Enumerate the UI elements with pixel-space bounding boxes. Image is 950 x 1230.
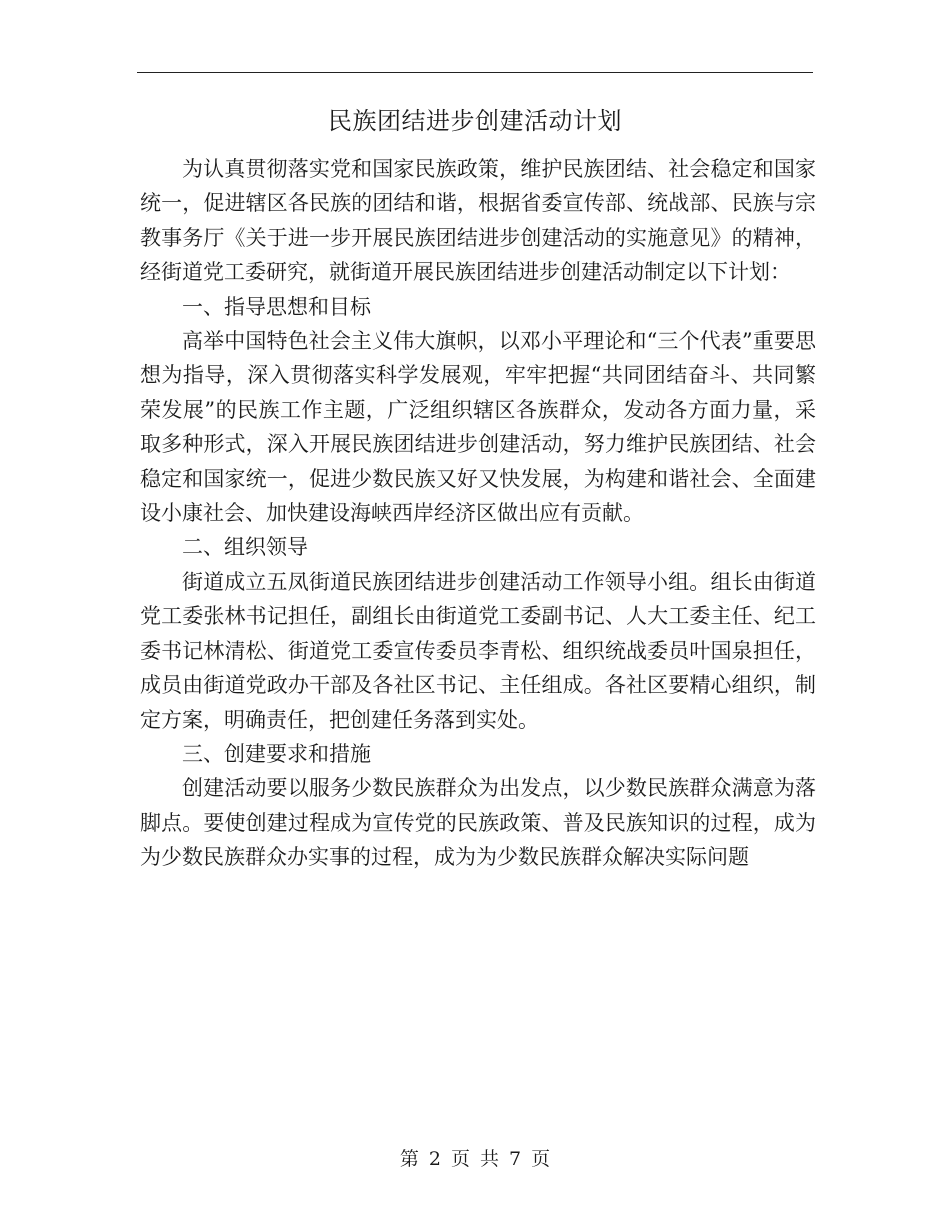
section-2-paragraph: 街道成立五凤街道民族团结进步创建活动工作领导小组。组长由街道党工委张林书记担任，副组长由街道党工委副书记、人大工委主任、纪工委书记林清松、街道党工委宣传委员李青松、组织统战委员叶国泉担任，成员由街道党政办干部及各社区书记、主任组成。各社区要精心组织，制定方案，明确责任，把创建任务落到实处。: [140, 569, 816, 732]
intro-paragraph: 为认真贯彻落实党和国家民族政策，维护民族团结、社会稳定和国家统一，促进辖区各民族的团结和谐，根据省委宣传部、统战部、民族与宗教事务厅《关于进一步开展民族团结进步创建活动的实施意见》的精神，经街道党工委研究，就街道开展民族团结进步创建活动制定以下计划：: [140, 157, 816, 285]
page-number-footer: 第 2 页 共 7 页: [399, 1148, 551, 1170]
document-title: 民族团结进步创建活动计划: [328, 107, 622, 135]
section-heading-3: 三、创建要求和措施: [182, 741, 371, 766]
section-1-paragraph: 高举中国特色社会主义伟大旗帜，以邓小平理论和“三个代表”重要思想为指导，深入贯彻落实科学发展观，牢牢把握“共同团结奋斗、共同繁荣发展”的民族工作主题，广泛组织辖区各族群众，发动各方面力量，采取多种形式，深入开展民族团结进步创建活动，努力维护民族团结、社会稳定和国家统一，促进少数民族又好又快发展，为构建和谐社会、全面建设小康社会、加快建设海峡西岸经济区做出应有贡献。: [140, 329, 816, 526]
section-heading-2: 二、组织领导: [182, 535, 308, 560]
section-3-paragraph: 创建活动要以服务少数民族群众为出发点，以少数民族群众满意为落脚点。要使创建过程成为宣传党的民族政策、普及民族知识的过程，成为为少数民族群众办实事的过程，成为为少数民族群众解决实际问题: [140, 776, 816, 870]
section-heading-1: 一、指导思想和目标: [182, 294, 371, 319]
header-rule: [137, 72, 813, 73]
document-body: [140, 152, 816, 875]
